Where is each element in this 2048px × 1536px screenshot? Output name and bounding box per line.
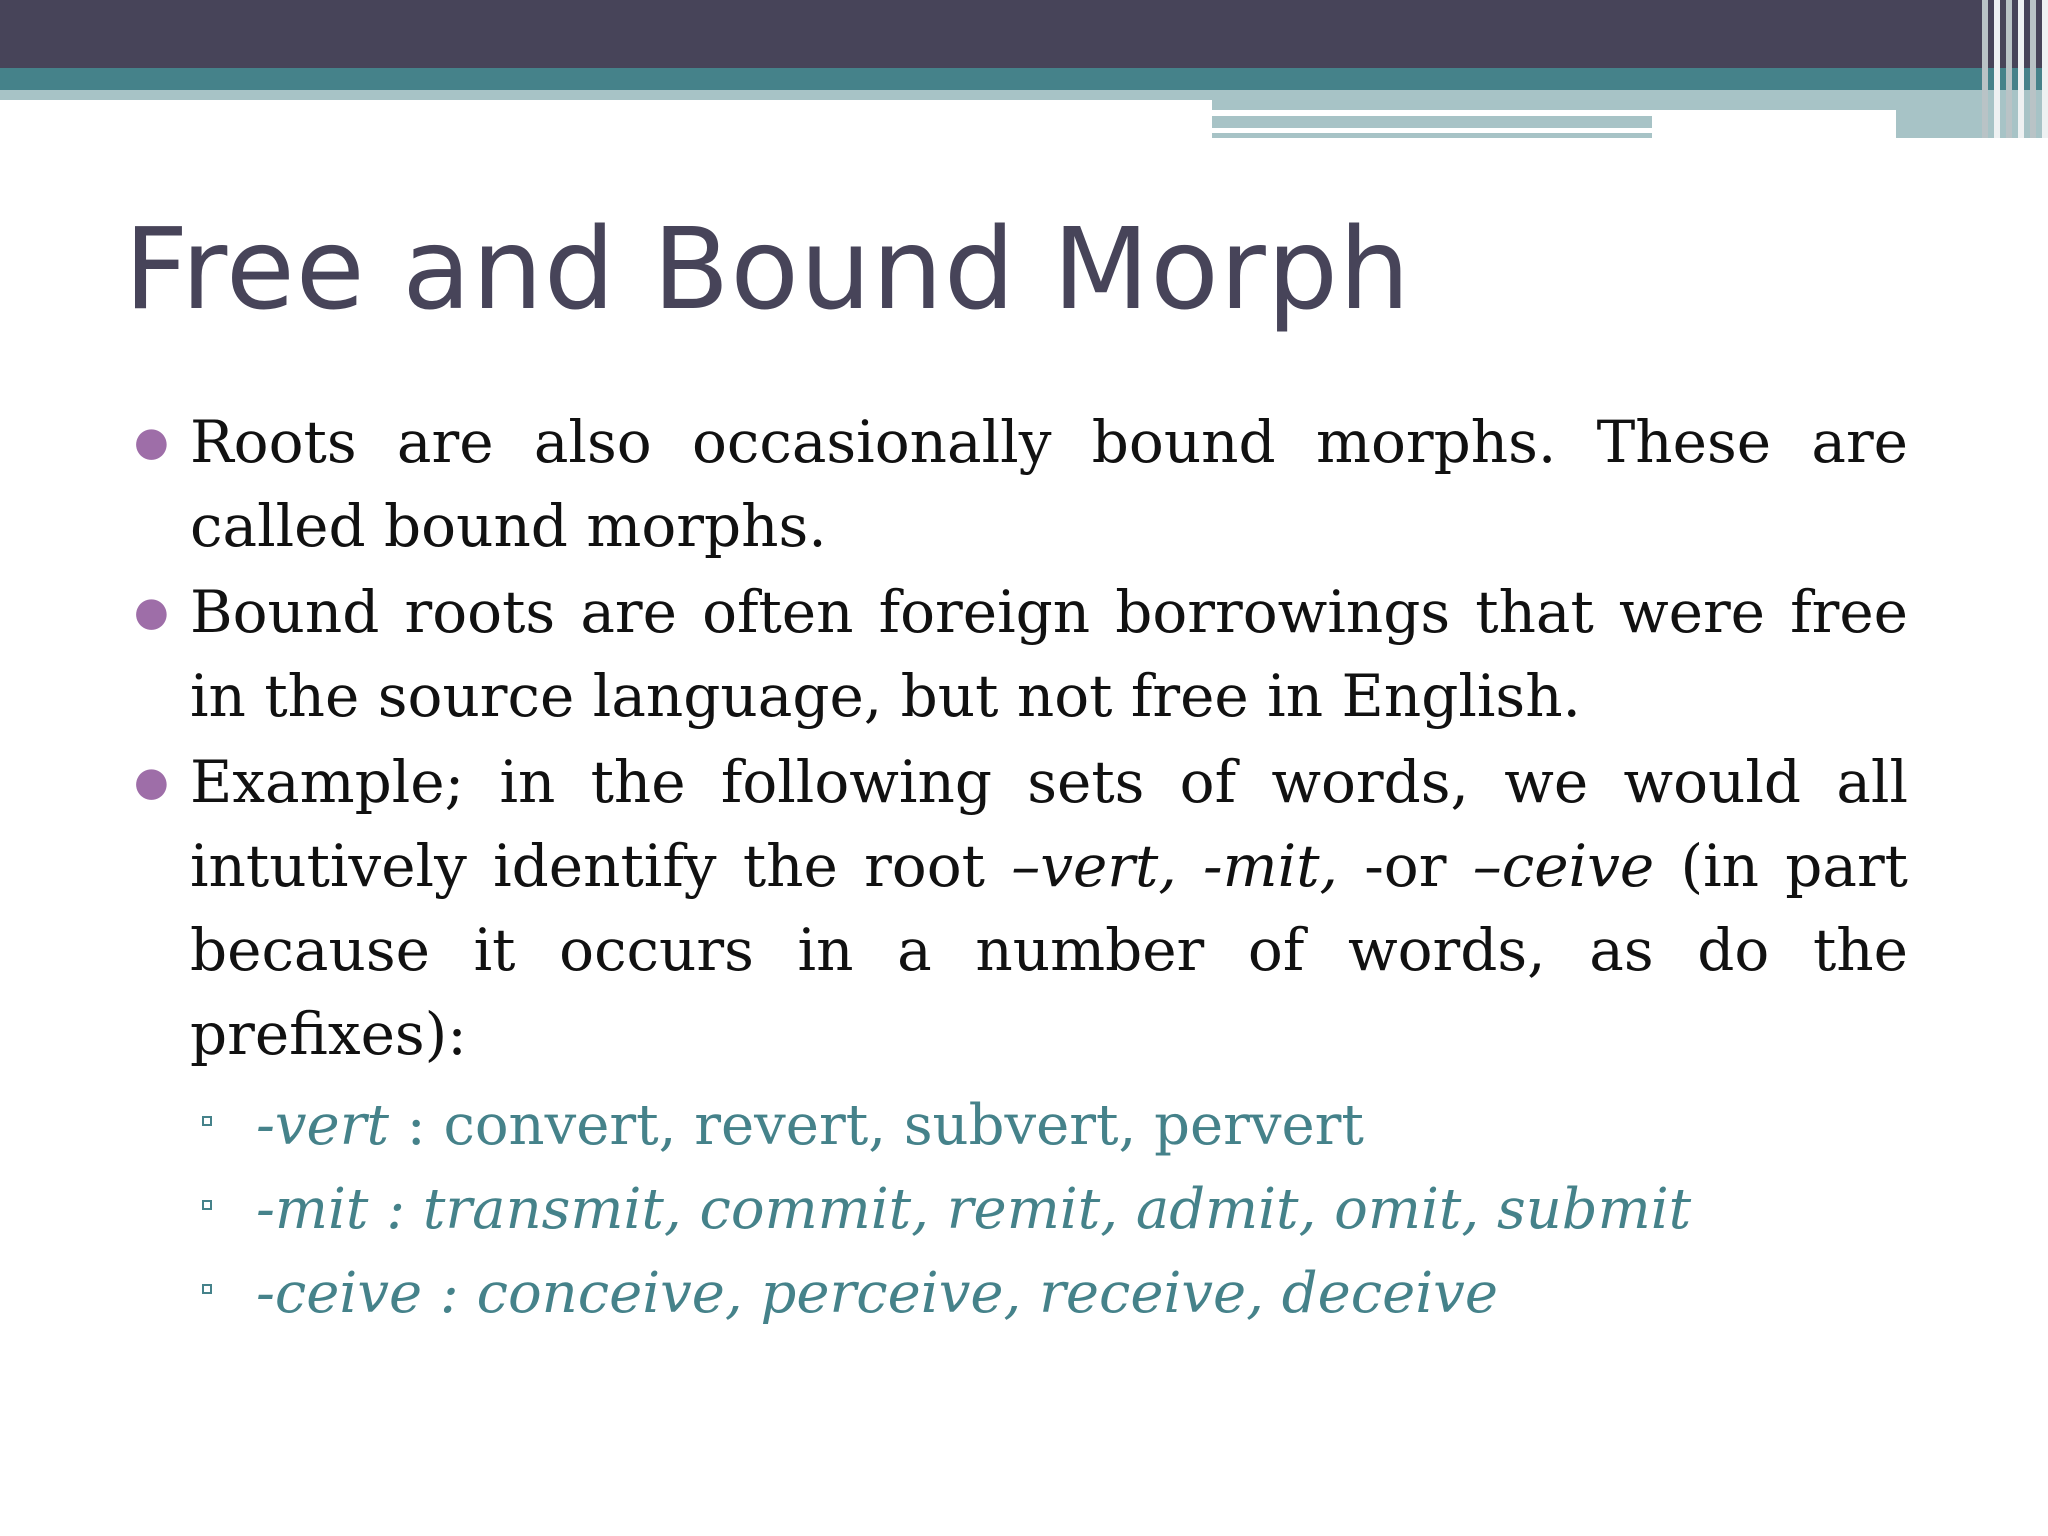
header-bar-teal [0, 68, 2048, 90]
header-white-line [1212, 110, 1896, 116]
sub-bullet-italic: -ceive : conceive, perceive, receive, deceive [256, 1261, 1498, 1326]
bullet-text-part: Example; in the following sets of words, we would all intutively identify the root [190, 748, 1908, 900]
bullet-text-italic: –ceive [1472, 832, 1655, 900]
slide-title: Free and Bound Morph [124, 205, 1411, 335]
sub-bullet-italic: -vert [256, 1093, 389, 1158]
sub-bullet-list [190, 1084, 1908, 1336]
sub-bullet-text: : convert, revert, subvert, pervert [388, 1093, 1364, 1158]
bullet-text-part: -or [1337, 832, 1473, 900]
bullet-text: Bound roots are often foreign borrowings that were free in the source language, but not free in English. [190, 578, 1908, 730]
square-bullet-icon [202, 1284, 212, 1294]
header-white-line-lower [1212, 128, 1652, 133]
header-bar-dark [0, 0, 2048, 68]
header-bar-light-right [1212, 90, 2048, 112]
sub-bullet-item [190, 1168, 1908, 1252]
sub-bullet-italic: -mit : transmit, commit, remit, admit, omit, submit [256, 1177, 1692, 1242]
square-bullet-icon [202, 1200, 212, 1210]
bullet-dot-icon: ● [134, 589, 169, 635]
bullet-item [124, 740, 1908, 1336]
bullet-item [124, 400, 1908, 568]
bullet-text-part: (in part because it occurs in a number of words, as do the prefixes): [190, 832, 1908, 1068]
bullet-text-italic: –vert, -mit, [1011, 832, 1338, 900]
square-bullet-icon [202, 1116, 212, 1126]
bullet-dot-icon: ● [134, 419, 169, 465]
sub-bullet-item [190, 1252, 1908, 1336]
bullet-dot-icon: ● [134, 759, 169, 805]
bullet-list [124, 400, 1908, 1338]
bullet-item [124, 570, 1908, 738]
sub-bullet-item [190, 1084, 1908, 1168]
header-bar-light [0, 90, 1212, 100]
bullet-text: Roots are also occasionally bound morphs. These are called bound morphs. [190, 408, 1908, 560]
header-stripes [1980, 0, 2048, 138]
